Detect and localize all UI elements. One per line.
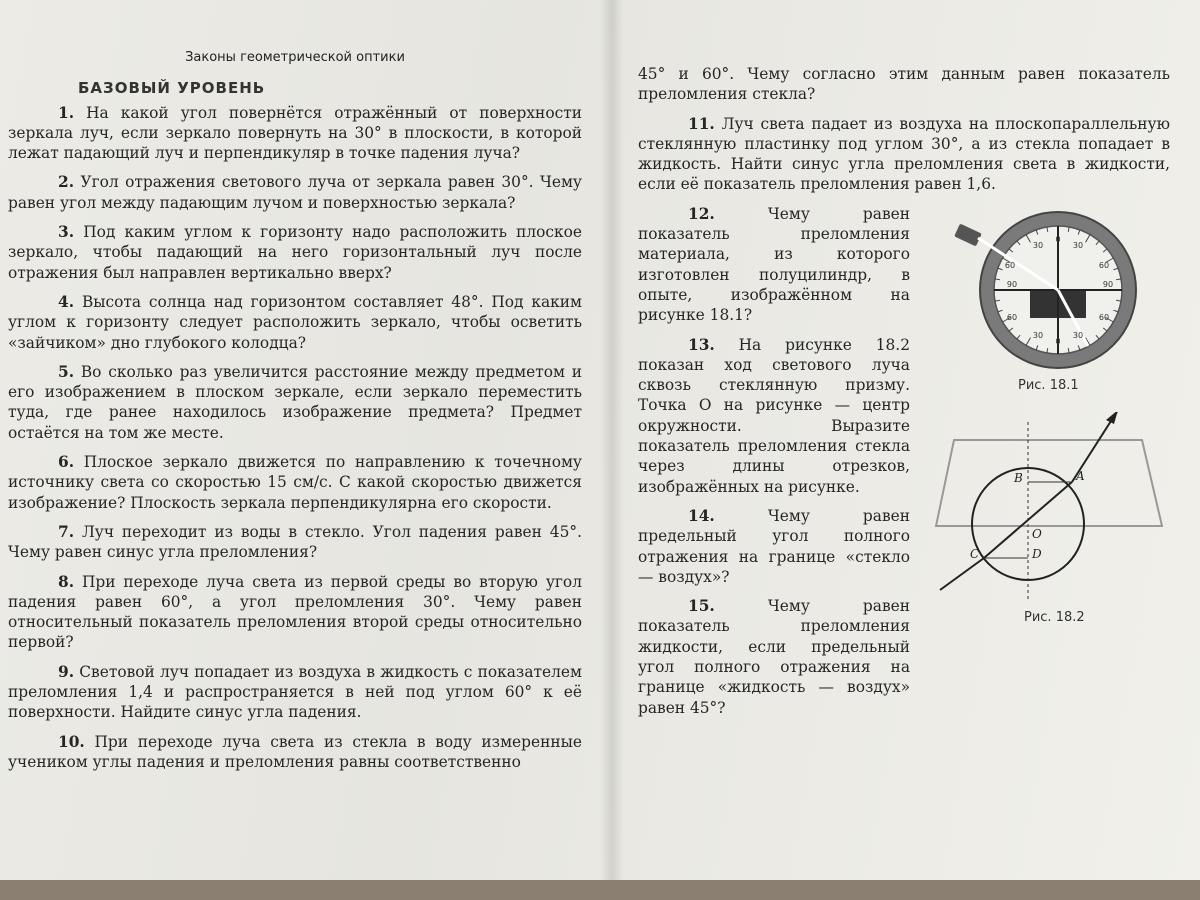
point-b-label: B	[1014, 471, 1023, 485]
problem-11	[638, 114, 1170, 195]
problem-1	[8, 103, 582, 164]
figure-18-1	[948, 210, 1148, 380]
point-o-label: O	[1032, 527, 1042, 541]
right-column	[638, 64, 1170, 727]
point-a-label: A	[1076, 469, 1085, 483]
dial-label: 60	[1006, 313, 1018, 322]
dial-label: 30	[1032, 241, 1044, 250]
problem-number: 11.	[688, 114, 715, 133]
problem-15	[638, 596, 910, 718]
dial-label: 0	[1055, 337, 1061, 346]
problem-number: 14.	[688, 506, 715, 525]
problem-14	[638, 506, 910, 587]
problem-8	[8, 572, 582, 653]
problem-text: Луч переходит из воды в стекло. Угол падения равен 45°. Чему равен синус угла преломления?	[8, 522, 582, 562]
dial-label: 60	[1004, 261, 1016, 270]
problem-9	[8, 662, 582, 723]
dial-label: 30	[1072, 241, 1084, 250]
problem-text: Чему равен показатель преломления материала, из которого изготовлен полуцилиндр, в опыте, изображённом на рисунке 18.1?	[638, 204, 910, 325]
problem-2	[8, 172, 582, 213]
problem-10-continued: 45° и 60°. Чему согласно этим данным равен показатель преломления стекла?	[638, 65, 1170, 104]
problem-text: Луч света падает из воздуха на плоскопараллельную стеклянную пластинку под углом 30°, а из стекла попадает в жидкость. Найти синус угла преломления света в жидкости, если её показатель преломления равен 1,6.	[638, 114, 1170, 194]
dial-label: 30	[1072, 331, 1084, 340]
dial-label: 60	[1098, 261, 1110, 270]
problem-text: На какой угол повернётся отражённый от поверхности зеркала луч, если зеркало повернуть на 30° в плоскости, в которой лежат падающий луч и перпендикуляр в точке падения луча?	[8, 103, 582, 163]
problem-number: 5.	[58, 362, 75, 381]
problem-text: Чему равен предельный угол полного отражения на границе «стекло — воздух»?	[638, 506, 910, 586]
problem-4	[8, 292, 582, 353]
problem-number: 3.	[58, 223, 75, 242]
problem-number: 7.	[58, 522, 75, 541]
point-c-label: C	[970, 547, 980, 561]
ray-arrow	[1106, 412, 1118, 424]
section-title: Законы геометрической оптики	[185, 50, 405, 65]
exit-ray	[940, 558, 984, 590]
dial-label: 60	[1098, 313, 1110, 322]
problem-number: 9.	[58, 662, 75, 681]
problem-10	[8, 732, 582, 773]
prism-outline	[936, 440, 1162, 526]
problem-text: Во сколько раз увеличится расстояние между предметом и его изображением в плоском зеркале, если зеркало переместить туда, где ранее находилось изображение предмета? Предмет остаётся на том же месте.	[8, 362, 582, 442]
figure-18-2	[930, 412, 1170, 608]
dial-label: 30	[1032, 331, 1044, 340]
problem-text: При переходе луча света из первой среды во вторую угол падения равен 60°, а угол преломления 30°. Чему равен относительный показатель преломления второй среды относительно первой?	[8, 572, 582, 652]
problem-text: Чему равен показатель преломления жидкости, если предельный угол полного отражения на границе «жидкость — воздух» равен 45°?	[638, 597, 910, 717]
problem-number: 13.	[688, 335, 715, 354]
problem-text: Плоское зеркало движется по направлению к точечному источнику света со скоростью 15 см/с. С какой скоростью движется изображение? Плоскость зеркала перпендикулярна его скорости.	[8, 453, 582, 512]
problem-text: Высота солнца над горизонтом составляет 48°. Под каким углом к горизонту следует расположить зеркало, чтобы осветить «зайчиком» дно глубокого колодца?	[8, 292, 582, 352]
dial-label: 90	[1102, 280, 1114, 289]
problem-text: Угол отражения светового луча от зеркала равен 30°. Чему равен угол между падающим лучом и поверхностью зеркала?	[8, 173, 582, 212]
problem-number: 15.	[688, 597, 715, 616]
refracted-ray	[984, 482, 1072, 558]
desk-surface	[0, 880, 1200, 900]
problem-number: 8.	[58, 572, 75, 591]
page-fold	[600, 0, 624, 880]
problem-number: 12.	[688, 204, 715, 223]
level-heading: БАЗОВЫЙ УРОВЕНЬ	[78, 79, 266, 98]
dial-label: 0	[1055, 235, 1061, 244]
problem-13	[638, 335, 910, 497]
problem-number: 4.	[58, 292, 75, 311]
problem-12	[638, 204, 910, 326]
problem-number: 1.	[58, 103, 75, 122]
problem-5	[8, 362, 582, 443]
problem-number: 2.	[58, 173, 75, 192]
problem-6	[8, 452, 582, 513]
problem-text: Под каким углом к горизонту надо расположить плоское зеркало, чтобы падающий на него горизонтальный луч после отражения был направлен вертикально вверх?	[8, 223, 582, 282]
problem-3	[8, 222, 582, 283]
laser-source	[954, 224, 982, 247]
left-column	[8, 48, 582, 781]
problem-text: На рисунке 18.2 показан ход светового луча сквозь стеклянную призму. Точка O на рисунке — центр окружности. Выразите показатель преломления стекла через длины отрезков, изображённых на рисунке.	[638, 335, 910, 496]
figure-18-1-caption: Рис. 18.1	[1018, 378, 1079, 393]
dial-label: 90	[1006, 280, 1018, 289]
figure-18-2-caption: Рис. 18.2	[1024, 610, 1085, 625]
problem-number: 10.	[58, 732, 85, 751]
problem-text: Световой луч попадает из воздуха в жидкость с показателем преломления 1,4 и распространяется в ней под углом 60° к её поверхности. Найдите синус угла падения.	[8, 662, 582, 722]
problem-7	[8, 522, 582, 563]
problem-text: При переходе луча света из стекла в воду измеренные учеником углы падения и преломления равны соответственно	[8, 732, 582, 771]
problem-number: 6.	[58, 453, 75, 472]
point-d-label: D	[1032, 547, 1042, 561]
